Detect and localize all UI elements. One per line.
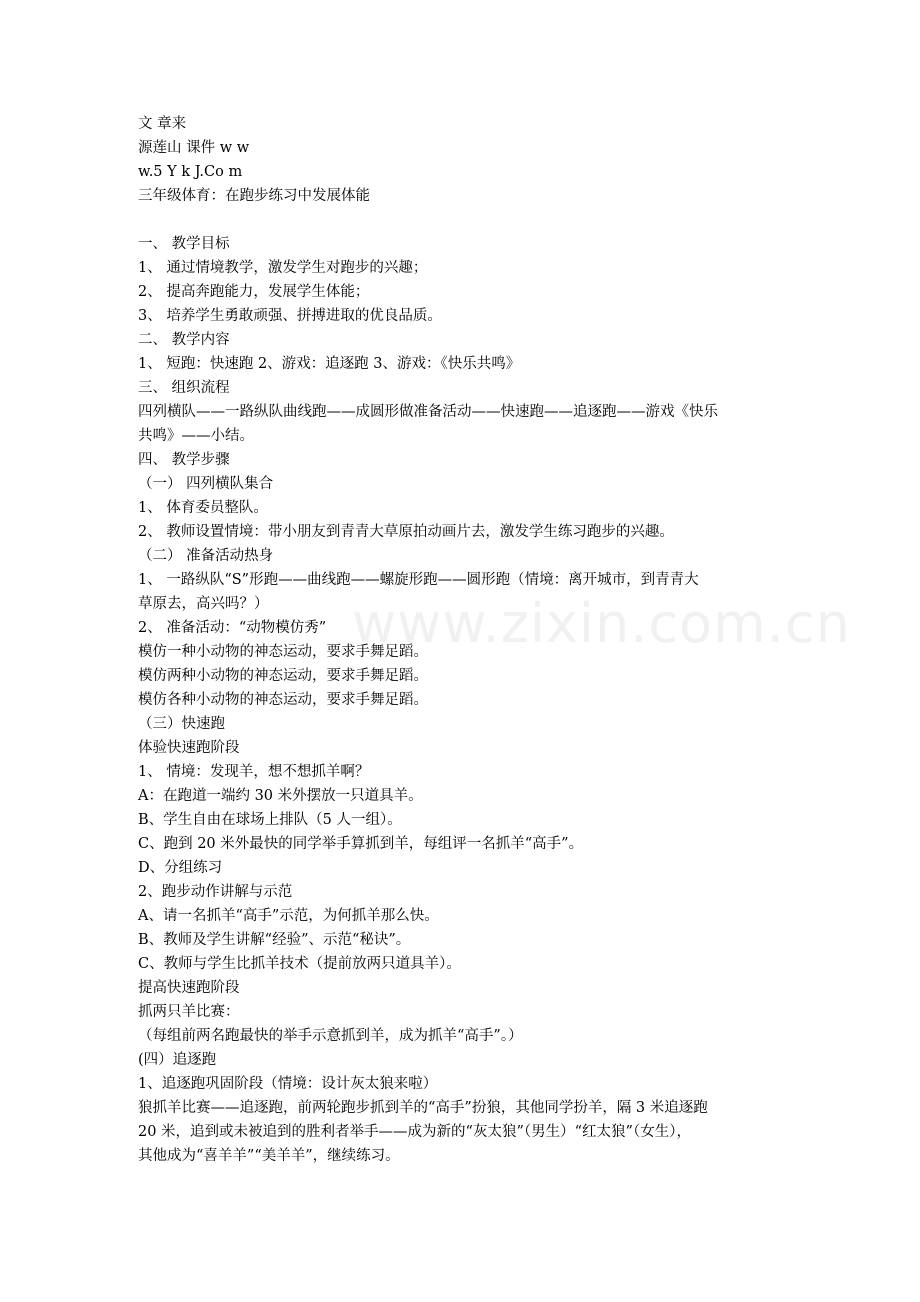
subsection-heading: （三）快速跑 bbox=[138, 716, 225, 732]
source-line-2: 源莲山 课件 w w bbox=[138, 140, 250, 156]
section-heading-content: 二、 教学内容 bbox=[138, 332, 230, 348]
watermark-text: www.zixin.com.cn bbox=[352, 592, 851, 655]
text-line: D、分组练习 bbox=[138, 860, 223, 876]
section-heading-process: 三、 组织流程 bbox=[138, 380, 230, 396]
text-line: 1、 通过情境教学，激发学生对跑步的兴趣； bbox=[138, 260, 428, 276]
text-line: 模仿各种小动物的神态运动，要求手舞足蹈。 bbox=[138, 692, 428, 708]
blank-line bbox=[138, 208, 788, 232]
text-line: A：在跑道一端约 30 米外摆放一只道具羊。 bbox=[138, 788, 423, 804]
text-line: 狼抓羊比赛——追逐跑，前两轮跑步抓到羊的“高手”扮狼，其他同学扮羊，隔 3 米追逐跑 bbox=[138, 1100, 708, 1116]
document-body bbox=[138, 112, 788, 1168]
text-line: 共鸣》——小结。 bbox=[138, 428, 254, 444]
text-line: 2、 准备活动：“动物模仿秀” bbox=[138, 620, 327, 636]
section-heading-objectives: 一、 教学目标 bbox=[138, 236, 230, 252]
text-line: 1、 情境：发现羊，想不想抓羊啊？ bbox=[138, 764, 370, 780]
text-line: 2、 教师设置情境：带小朋友到青青大草原拍动画片去，激发学生练习跑步的兴趣。 bbox=[138, 524, 674, 540]
text-line: 模仿一种小动物的神态运动，要求手舞足蹈。 bbox=[138, 644, 428, 660]
text-line: 20 米，追到或未被追到的胜利者举手——成为新的“灰太狼”（男生）“红太狼”（女生）， bbox=[138, 1124, 691, 1140]
section-heading-steps: 四、 教学步骤 bbox=[138, 452, 230, 468]
text-line: C、教师与学生比抓羊技术（提前放两只道具羊）。 bbox=[138, 956, 461, 972]
subsection-heading: (四）追逐跑 bbox=[138, 1052, 217, 1068]
text-line: 草原去，高兴吗？） bbox=[138, 596, 269, 612]
text-line: 模仿两种小动物的神态运动，要求手舞足蹈。 bbox=[138, 668, 428, 684]
source-line-1: 文 章来 bbox=[138, 116, 187, 132]
text-line: 四列横队——一路纵队曲线跑——成圆形做准备活动——快速跑——追逐跑——游戏《快乐 bbox=[138, 404, 718, 420]
text-line: 3、 培养学生勇敢顽强、拼搏进取的优良品质。 bbox=[138, 308, 442, 324]
subsection-heading: （一） 四列横队集合 bbox=[138, 476, 274, 492]
text-line: 1、 一路纵队“S”形跑——曲线跑——螺旋形跑——圆形跑（情境：离开城市，到青青大 bbox=[138, 572, 699, 588]
document-title: 三年级体育：在跑步练习中发展体能 bbox=[138, 188, 370, 204]
source-line-3: w.5 Y k J.Co m bbox=[138, 164, 243, 180]
text-line: A、请一名抓羊“高手”示范，为何抓羊那么快。 bbox=[138, 908, 439, 924]
text-line: B、教师及学生讲解“经验”、示范“秘诀”。 bbox=[138, 932, 411, 948]
text-line: 其他成为“喜羊羊”“美羊羊”，继续练习。 bbox=[138, 1148, 400, 1164]
text-line: 体验快速跑阶段 bbox=[138, 740, 240, 756]
text-line: 2、跑步动作讲解与示范 bbox=[138, 884, 293, 900]
text-line: 1、 体育委员整队。 bbox=[138, 500, 268, 516]
text-line: 2、 提高奔跑能力，发展学生体能； bbox=[138, 284, 370, 300]
text-line: B、学生自由在球场上排队（5 人一组）。 bbox=[138, 812, 402, 828]
subsection-heading: （二） 准备活动热身 bbox=[138, 548, 274, 564]
text-line: C、跑到 20 米外最快的同学举手算抓到羊，每组评一名抓羊“高手”。 bbox=[138, 836, 584, 852]
text-line: 1、 短跑：快速跑 2、游戏：追逐跑 3、游戏：《快乐共鸣》 bbox=[138, 356, 521, 372]
text-line: 抓两只羊比赛： bbox=[138, 1004, 240, 1020]
text-line: 1、追逐跑巩固阶段（情境：设计灰太狼来啦） bbox=[138, 1076, 438, 1092]
text-line: （每组前两名跑最快的举手示意抓到羊，成为抓羊“高手”。） bbox=[138, 1028, 523, 1044]
text-line: 提高快速跑阶段 bbox=[138, 980, 240, 996]
